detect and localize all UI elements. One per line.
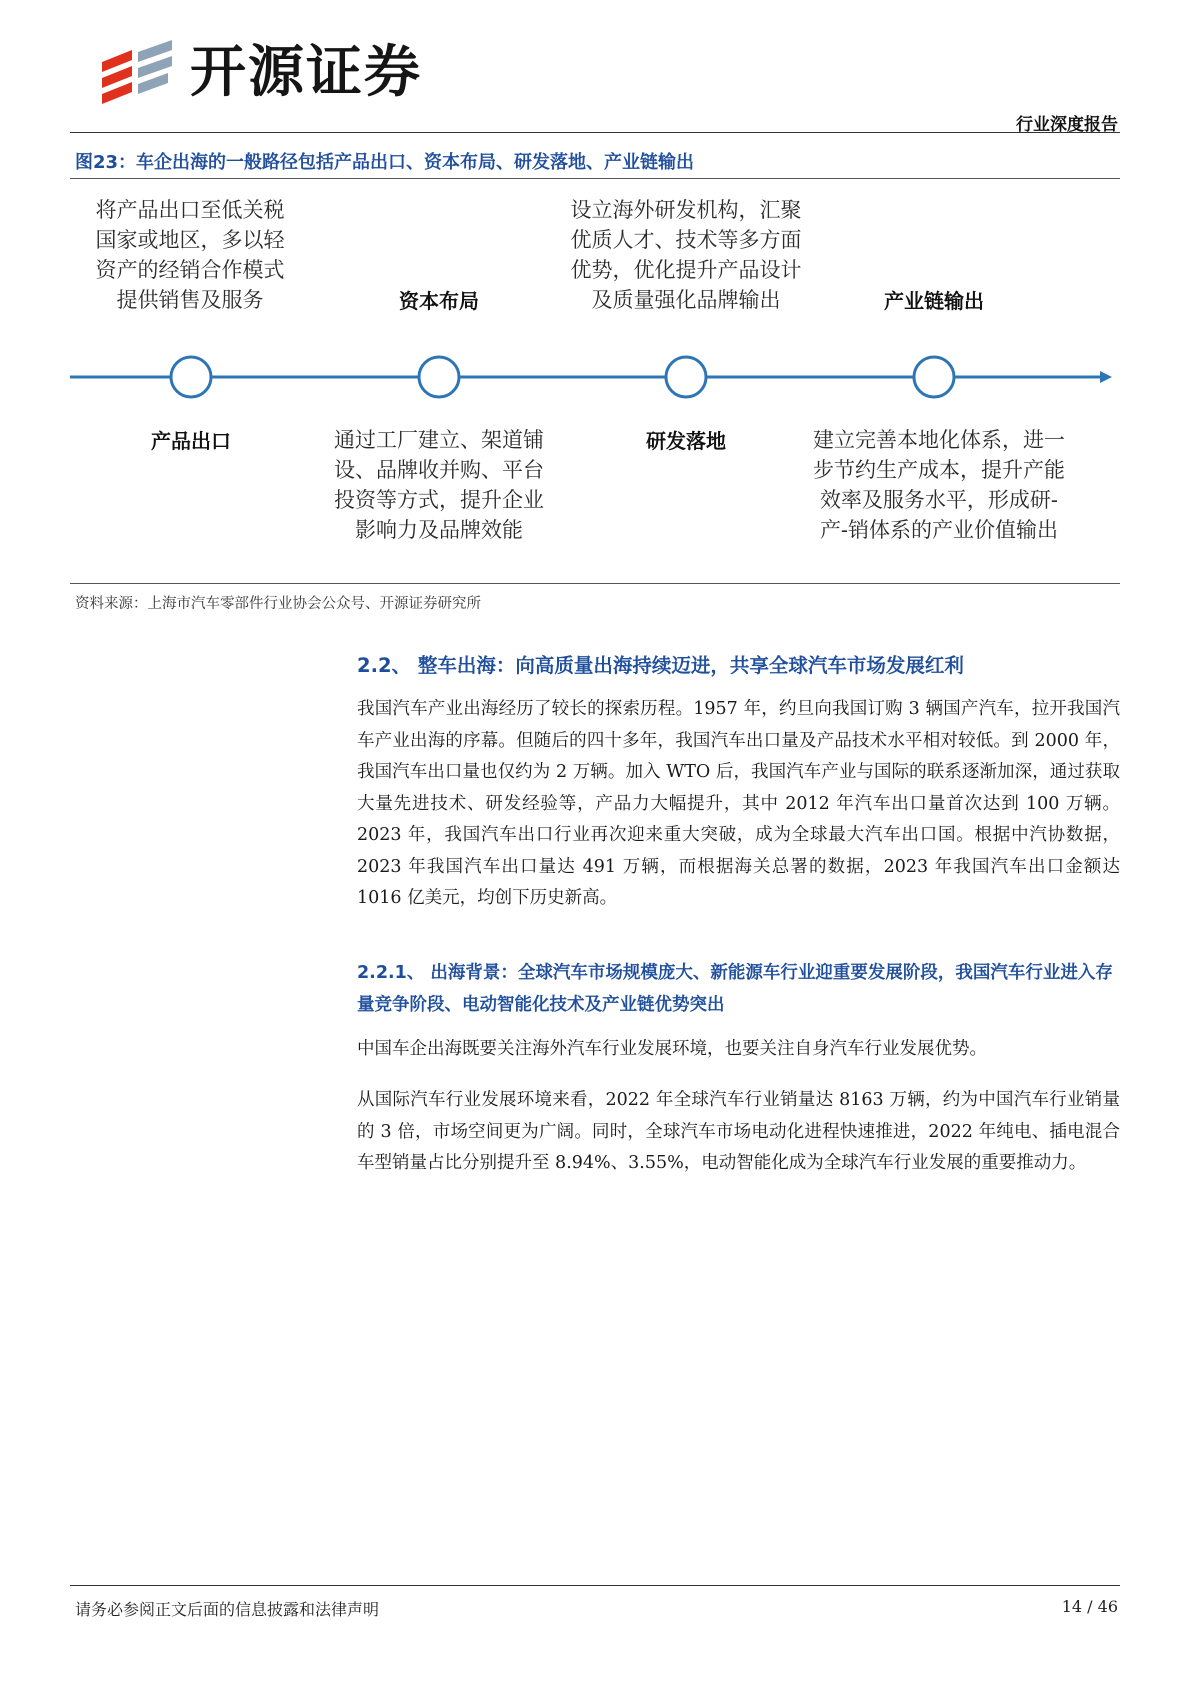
subsection-title: 2.2.1、 出海背景：全球汽车市场规模庞大、新能源车行业迎重要发展阶段，我国汽车行业进入存量竞争阶段、电动智能化技术及产业链优势突出 — [357, 963, 1113, 1015]
stage-desc-4: 建立完善本地化体系，进一 步节约生产成本，提升产能 效率及服务水平，形成研- 产-销体系的产业价值输出 — [813, 428, 1065, 542]
stage-label-3: 研发落地 — [646, 429, 726, 453]
page-number: 14 / 46 — [1061, 1597, 1118, 1616]
stage-desc-2: 通过工厂建立、架道铺 设、品牌收并购、平台 投资等方式，提升企业 影响力及品牌效能 — [334, 428, 544, 542]
stage-node-1 — [171, 357, 211, 397]
footer-rule — [70, 1585, 1120, 1586]
figure-top-rule — [70, 178, 1120, 179]
stage-label-1: 产品出口 — [151, 429, 231, 453]
section-paragraph-3: 从国际汽车行业发展环境来看，2022 年全球汽车行业销量达 8163 万辆，约为中国汽车行业销量的 3 倍，市场空间更为广阔。同时，全球汽车市场电动化进程快速推进，2022 年纯电、插电混合车型销量占比分别提升至 8.94%、3.55%，电动智能化成为全球汽车行业发展的重要推动力。 — [357, 1090, 1120, 1173]
timeline-arrow-icon — [1100, 371, 1112, 383]
figure-bottom-rule — [70, 583, 1120, 584]
section-paragraph-2: 中国车企出海既要关注海外汽车行业发展环境，也要关注自身汽车行业发展优势。 — [357, 1039, 987, 1059]
header-rule — [70, 132, 1120, 133]
stage-label-2: 资本布局 — [399, 289, 479, 313]
footer-disclaimer: 请务必参阅正文后面的信息披露和法律声明 — [75, 1600, 380, 1619]
section-paragraph-1: 我国汽车产业出海经历了较长的探索历程。1957 年，约旦向我国订购 3 辆国产汽车，拉开我国汽车产业出海的序幕。但随后的四十多年，我国汽车出口量及产品技术水平相对较低。到 2000 年，我国汽车出口量也仅约为 2 万辆。加入 WTO 后，我国汽车产业与国际的联系逐渐加深，通过获取大量先进技术、研发经验等，产品力大幅提升，其中 2012 年汽车出口量首次达到 100 万辆。2023 年，我国汽车出口行业再次迎来重大突破，成为全球最大汽车出口国。根据中汽协数据，2023 年我国汽车出口量达 491 万辆，而根据海关总署的数据，2023 年我国汽车出口金额达 1016 亿美元，均创下历史新高。 — [357, 699, 1120, 908]
section-title: 2.2、 整车出海：向高质量出海持续迈进，共享全球汽车市场发展红利 — [357, 654, 964, 677]
stage-node-3 — [666, 357, 706, 397]
stage-node-4 — [914, 357, 954, 397]
brand-logo-icon — [98, 40, 178, 110]
stage-desc-1: 将产品出口至低关税 国家或地区，多以轻 资产的经销合作模式 提供销售及服务 — [95, 198, 285, 312]
stage-node-2 — [419, 357, 459, 397]
figure-source: 资料来源：上海市汽车零部件行业协会公众号、开源证券研究所 — [75, 596, 481, 612]
report-type: 行业深度报告 — [1016, 115, 1118, 135]
stage-label-4: 产业链输出 — [884, 289, 984, 313]
path-diagram — [70, 185, 1120, 575]
stage-desc-3: 设立海外研发机构，汇聚 优质人才、技术等多方面 优势，优化提升产品设计 及质量强化品牌输出 — [570, 198, 802, 312]
brand-name: 开源证券 — [190, 40, 422, 105]
figure-title: 图23：车企出海的一般路径包括产品出口、资本布局、研发落地、产业链输出 — [75, 152, 695, 173]
